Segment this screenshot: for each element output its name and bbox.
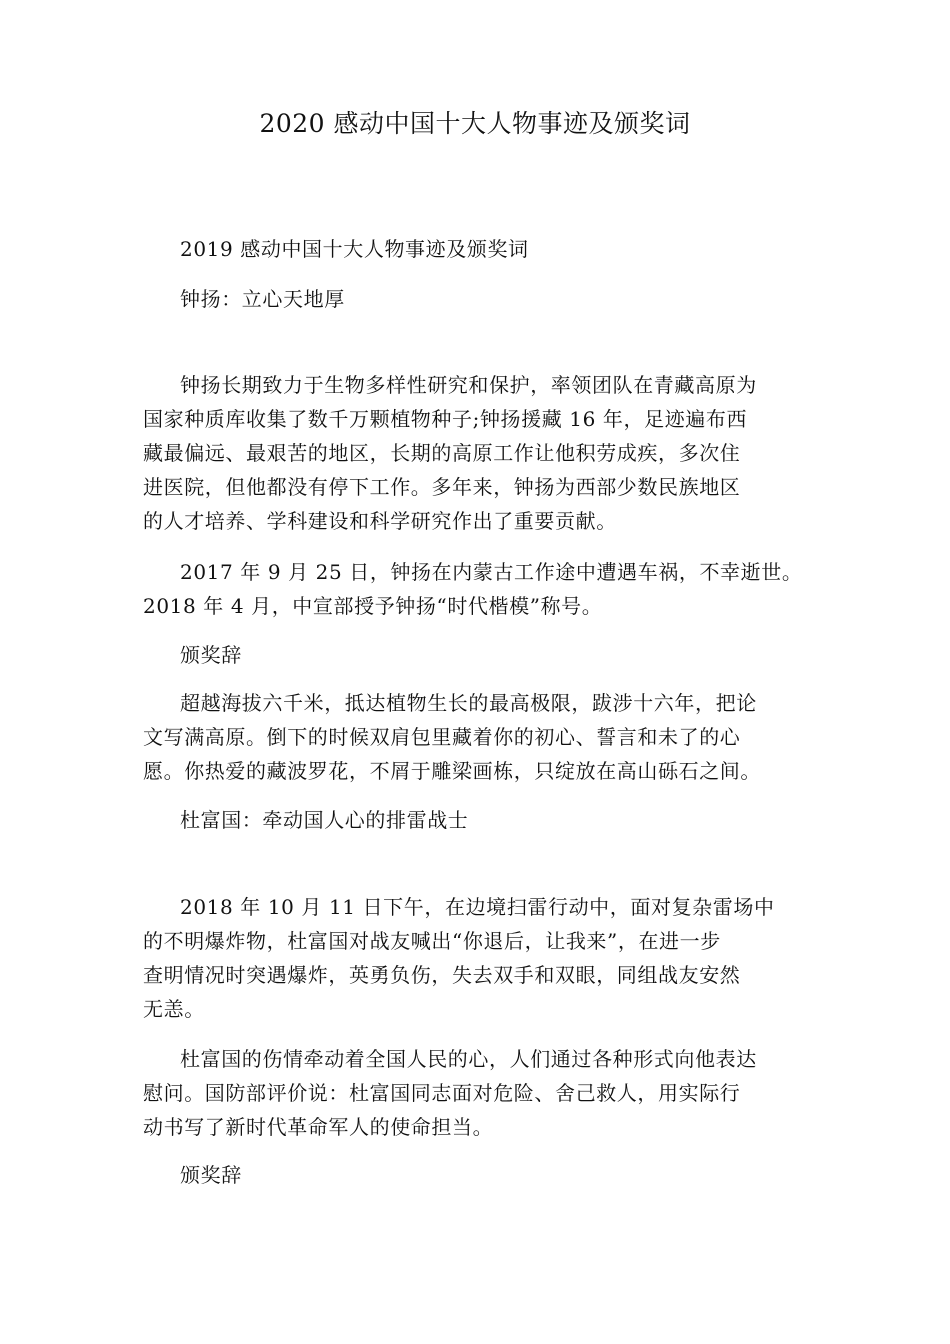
paragraph-line: 的不明爆炸物，杜富国对战友喊出“你退后，让我来”，在进一步 [143,929,721,953]
paragraph-line: 杜富国的伤情牵动着全国人民的心，人们通过各种形式向他表达 [180,1047,757,1071]
paragraph-line: 无恙。 [143,997,205,1021]
award-label: 颁奖辞 [180,1163,242,1187]
paragraph-line: 的人才培养、学科建设和科学研究作出了重要贡献。 [143,509,617,533]
paragraph-line: 2017 年 9 月 25 日，钟扬在内蒙古工作途中遭遇车祸，不幸逝世。 [180,560,803,584]
section-heading: 钟扬：立心天地厚 [180,287,345,311]
paragraph-line: 2018 年 4 月，中宣部授予钟扬“时代楷模”称号。 [143,594,603,618]
award-line: 愿。你热爱的藏波罗花，不屑于雕梁画栋，只绽放在高山砾石之间。 [143,759,761,783]
paragraph-line: 2018 年 10 月 11 日下午，在边境扫雷行动中，面对复杂雷场中 [180,895,775,919]
subtitle: 2019 感动中国十大人物事迹及颁奖词 [180,237,529,261]
award-label: 颁奖辞 [180,643,242,667]
paragraph-line: 国家种质库收集了数千万颗植物种子;钟扬援藏 16 年，足迹遍布西 [143,407,748,431]
paragraph-line: 进医院，但他都没有停下工作。多年来，钟扬为西部少数民族地区 [143,475,741,499]
paragraph-line: 动书写了新时代革命军人的使命担当。 [143,1115,494,1139]
document-title: 2020 感动中国十大人物事迹及颁奖词 [259,109,691,138]
paragraph-line: 查明情况时突遇爆炸，英勇负伤，失去双手和双眼，同组战友安然 [143,963,741,987]
section-heading: 杜富国：牵动国人心的排雷战士 [180,808,469,832]
paragraph-line: 钟扬长期致力于生物多样性研究和保护，率领团队在青藏高原为 [180,373,757,397]
paragraph-line: 慰问。国防部评价说：杜富国同志面对危险、舍己救人，用实际行 [143,1081,741,1105]
award-line: 文写满高原。倒下的时候双肩包里藏着你的初心、誓言和未了的心 [143,725,741,749]
paragraph-line: 藏最偏远、最艰苦的地区，长期的高原工作让他积劳成疾，多次住 [143,441,741,465]
award-line: 超越海拔六千米，抵达植物生长的最高极限，跋涉十六年，把论 [180,691,757,715]
